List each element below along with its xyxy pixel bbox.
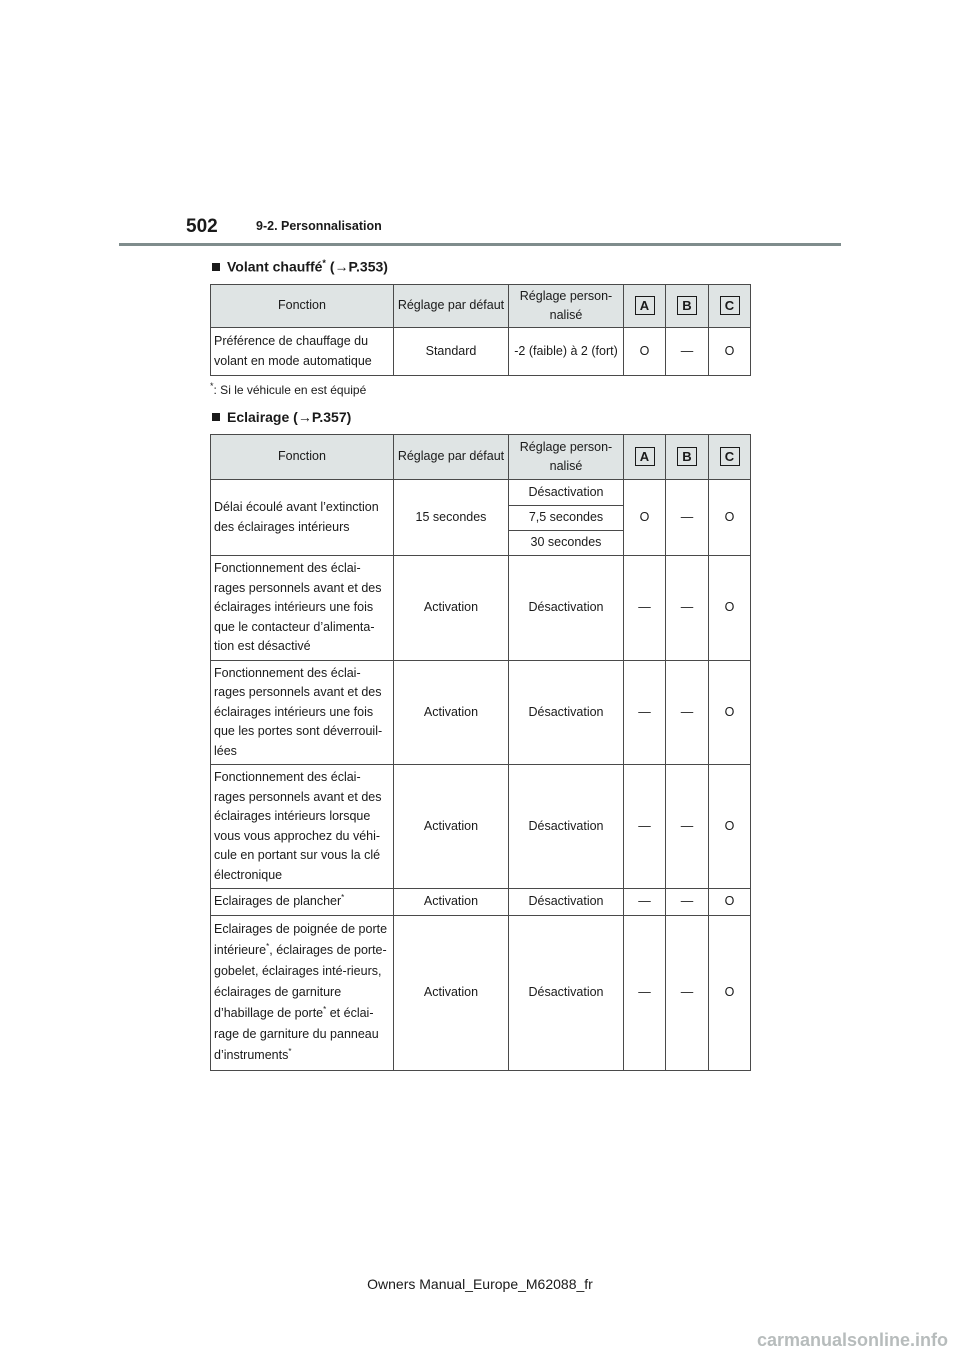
square-bullet-icon xyxy=(212,263,220,271)
cell-defaut: Standard xyxy=(394,328,509,376)
footnote-text: : Si le véhicule en est équipé xyxy=(213,383,367,397)
asterisk: * xyxy=(322,258,326,268)
col-fonction: Fonction xyxy=(211,435,394,480)
cell-perso: 30 secondes xyxy=(509,531,624,556)
heading-volant-chauffe xyxy=(212,258,388,275)
label-a-icon: A xyxy=(635,296,655,315)
cell-perso: Désactivation xyxy=(509,480,624,506)
cell-a: — xyxy=(624,765,666,889)
square-bullet-icon xyxy=(212,413,220,421)
cell-fonction-text: Eclairages de poignée de porte intérieure xyxy=(214,922,388,957)
label-b-icon: B xyxy=(677,296,697,315)
cell-fonction: Fonctionnement des éclai-rages personnels avant et des éclairages intérieurs une fois que les portes sont déverrouil-lées xyxy=(211,660,394,765)
cell-b: — xyxy=(666,915,709,1070)
cell-c: O xyxy=(709,915,751,1070)
col-a xyxy=(624,435,666,480)
cell-fonction xyxy=(211,915,394,1070)
asterisk: * xyxy=(323,1004,327,1014)
cell-b: — xyxy=(666,765,709,889)
cell-a: O xyxy=(624,480,666,556)
col-a xyxy=(624,285,666,328)
table-row xyxy=(211,556,751,661)
footer-manual-name: Owners Manual_Europe_M62088_fr xyxy=(367,1276,593,1292)
cell-b: — xyxy=(666,660,709,765)
cell-a: — xyxy=(624,889,666,916)
page-reference-link[interactable]: (→P.357) xyxy=(289,409,352,425)
cell-c: O xyxy=(709,889,751,916)
cell-perso: -2 (faible) à 2 (fort) xyxy=(509,328,624,376)
cell-defaut: Activation xyxy=(394,889,509,916)
cell-perso: Désactivation xyxy=(509,660,624,765)
cell-defaut: Activation xyxy=(394,765,509,889)
cell-perso: Désactivation xyxy=(509,556,624,661)
col-b xyxy=(666,435,709,480)
heading-title: Eclairage xyxy=(227,409,290,425)
col-fonction: Fonction xyxy=(211,285,394,328)
table-volant-chauffe xyxy=(210,284,751,376)
header-rule xyxy=(119,243,841,246)
col-reglage-defaut: Réglage par défaut xyxy=(394,285,509,328)
table-row xyxy=(211,660,751,765)
cell-perso: 7,5 secondes xyxy=(509,506,624,531)
cell-b: — xyxy=(666,889,709,916)
cell-c: O xyxy=(709,480,751,556)
section-title: 9-2. Personnalisation xyxy=(256,219,382,233)
table-row xyxy=(211,765,751,889)
col-b xyxy=(666,285,709,328)
cell-fonction: Délai écoulé avant l’extinction des éclairages intérieurs xyxy=(211,480,394,556)
cell-a: O xyxy=(624,328,666,376)
footnote xyxy=(210,381,366,397)
table-eclairage xyxy=(210,434,751,1071)
cell-c: O xyxy=(709,765,751,889)
cell-defaut: Activation xyxy=(394,556,509,661)
cell-fonction-text: Eclairages de plancher xyxy=(214,894,342,908)
col-reglage-defaut: Réglage par défaut xyxy=(394,435,509,480)
footnote-asterisk: * xyxy=(210,381,214,391)
table-row xyxy=(211,480,751,506)
cell-fonction-text: et éclai-rage de garniture du panneau d’instruments xyxy=(214,1006,379,1062)
cell-b: — xyxy=(666,480,709,556)
table-row xyxy=(211,915,751,1070)
cell-a: — xyxy=(624,915,666,1070)
cell-a: — xyxy=(624,556,666,661)
cell-defaut: Activation xyxy=(394,660,509,765)
cell-defaut: 15 secondes xyxy=(394,480,509,556)
label-a-icon: A xyxy=(635,447,655,466)
cell-fonction: Fonctionnement des éclai-rages personnels avant et des éclairages intérieurs lorsque vous vous approchez du véhi-cule en portant sur vous la clé électronique xyxy=(211,765,394,889)
cell-b: — xyxy=(666,556,709,661)
col-reglage-personnalise: Réglage person-nalisé xyxy=(509,285,624,328)
watermark: carmanualsonline.info xyxy=(756,1330,948,1350)
page-reference-link[interactable]: (→P.353) xyxy=(325,258,388,275)
asterisk: * xyxy=(341,892,345,902)
label-b-icon: B xyxy=(677,447,697,466)
asterisk: * xyxy=(288,1046,292,1056)
cell-c: O xyxy=(709,328,751,376)
asterisk: * xyxy=(266,941,270,951)
cell-fonction: Préférence de chauffage du volant en mode automatique xyxy=(211,328,394,376)
table-row xyxy=(211,328,751,376)
cell-perso: Désactivation xyxy=(509,765,624,889)
col-reglage-personnalise: Réglage person-nalisé xyxy=(509,435,624,480)
cell-a: — xyxy=(624,660,666,765)
cell-c: O xyxy=(709,660,751,765)
col-c xyxy=(709,285,751,328)
label-c-icon: C xyxy=(720,447,740,466)
table-row xyxy=(211,889,751,916)
page-number: 502 xyxy=(186,216,218,237)
cell-perso: Désactivation xyxy=(509,915,624,1070)
cell-fonction xyxy=(211,889,394,916)
heading-title: Volant chauffé xyxy=(227,258,323,275)
heading-eclairage xyxy=(212,409,351,425)
cell-c: O xyxy=(709,556,751,661)
cell-fonction-text: , éclairages de porte-gobelet, éclairages inté-rieurs, éclairages de garniture d’habillage de porte xyxy=(214,943,387,1020)
col-c xyxy=(709,435,751,480)
cell-fonction: Fonctionnement des éclai-rages personnels avant et des éclairages intérieurs une fois que le contacteur d’alimenta-tion est désactivé xyxy=(211,556,394,661)
cell-defaut: Activation xyxy=(394,915,509,1070)
cell-b: — xyxy=(666,328,709,376)
label-c-icon: C xyxy=(720,296,740,315)
cell-perso: Désactivation xyxy=(509,889,624,916)
